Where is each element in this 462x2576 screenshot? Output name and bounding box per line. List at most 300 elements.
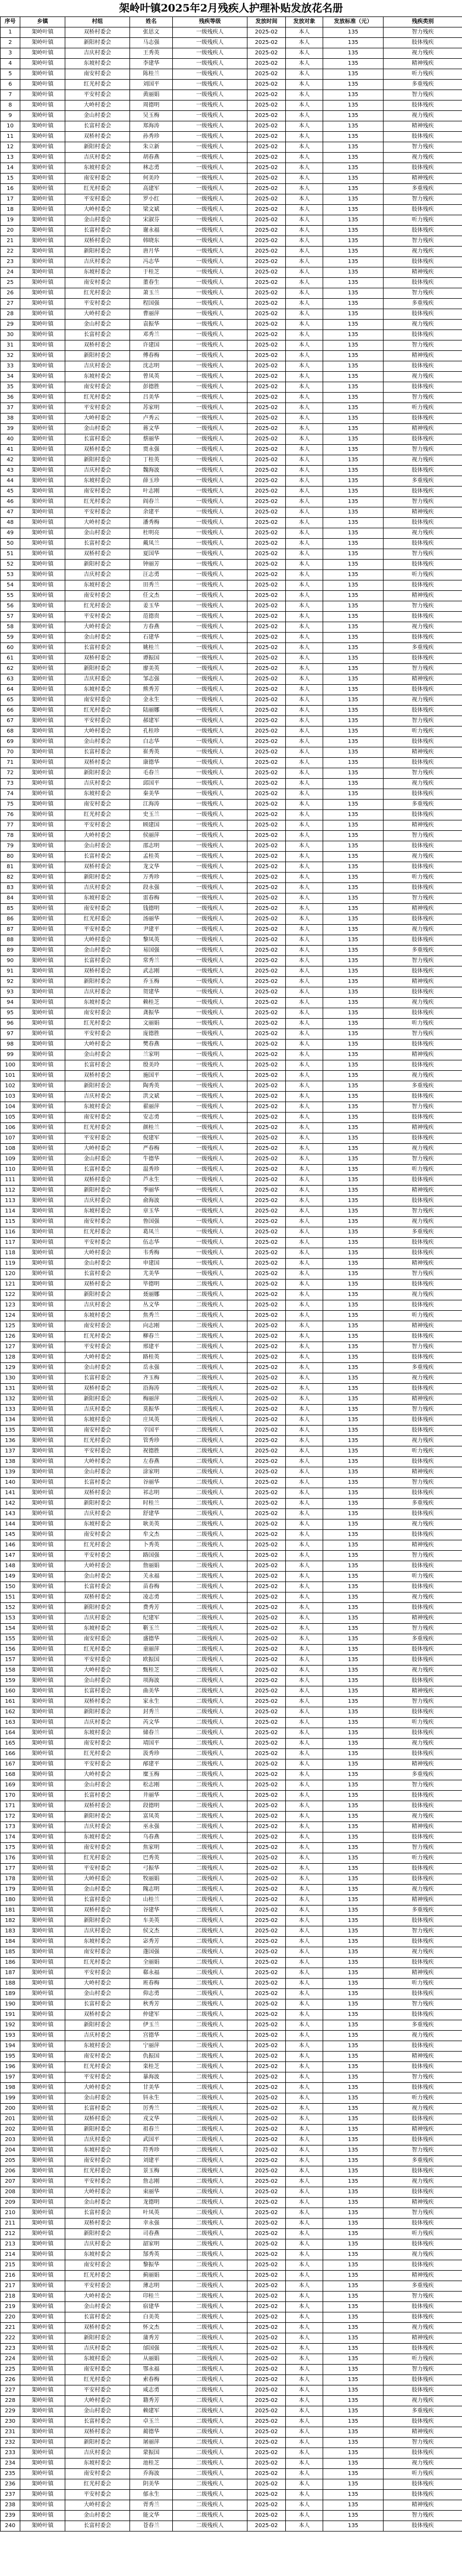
cell-date: 2025-02: [247, 2177, 286, 2187]
cell-village: 金山村委会: [65, 1989, 130, 1999]
cell-level: 二级残疾人: [173, 2031, 247, 2041]
cell-date: 2025-02: [247, 1217, 286, 1227]
cell-recipient: 本人: [286, 121, 323, 132]
cell-amount: 135: [323, 2271, 384, 2281]
cell-date: 2025-02: [247, 1968, 286, 1979]
cell-date: 2025-02: [247, 2166, 286, 2177]
cell-date: 2025-02: [247, 1885, 286, 1895]
cell-index: 238: [1, 2500, 20, 2511]
cell-amount: 135: [323, 1029, 384, 1040]
cell-recipient: 本人: [286, 758, 323, 768]
cell-amount: 135: [323, 1812, 384, 1822]
cell-level: 二级残疾人: [173, 2156, 247, 2166]
cell-date: 2025-02: [247, 174, 286, 184]
cell-recipient: 本人: [286, 914, 323, 925]
cell-township: 架岭叶镇: [20, 372, 65, 382]
cell-index: 234: [1, 2458, 20, 2469]
header-cell: 发放对象: [286, 17, 323, 27]
cell-date: 2025-02: [247, 215, 286, 226]
cell-amount: 135: [323, 1780, 384, 1791]
cell-index: 123: [1, 1300, 20, 1311]
cell-category: 肢体残疾: [384, 2239, 462, 2250]
cell-date: 2025-02: [247, 2365, 286, 2375]
cell-recipient: 本人: [286, 1843, 323, 1853]
cell-township: 架岭叶镇: [20, 2052, 65, 2062]
cell-name: 宿建华: [130, 2302, 173, 2312]
table-row: [1, 1165, 462, 1175]
cell-date: 2025-02: [247, 1394, 286, 1405]
cell-recipient: 本人: [286, 1561, 323, 1572]
cell-index: 89: [1, 946, 20, 956]
cell-village: 平安村委会: [65, 612, 130, 622]
cell-level: 一级残疾人: [173, 466, 247, 476]
cell-village: 东坡村委会: [65, 1728, 130, 1739]
cell-recipient: 本人: [286, 591, 323, 601]
cell-date: 2025-02: [247, 257, 286, 267]
cell-category: 肢体残疾: [384, 1916, 462, 1926]
cell-recipient: 本人: [286, 1874, 323, 1885]
cell-name: 马志强: [130, 38, 173, 48]
cell-township: 架岭叶镇: [20, 393, 65, 403]
cell-township: 架岭叶镇: [20, 1937, 65, 1947]
cell-village: 大岭村委会: [65, 2396, 130, 2406]
table-row: [1, 1916, 462, 1926]
cell-index: 200: [1, 2104, 20, 2114]
cell-village: 东坡村委会: [65, 2145, 130, 2156]
table-row: [1, 800, 462, 810]
cell-category: 智力残疾: [384, 956, 462, 966]
cell-category: 肢体残疾: [384, 2041, 462, 2052]
cell-index: 15: [1, 174, 20, 184]
table-row: [1, 1791, 462, 1801]
cell-village: 吉庆村委会: [65, 466, 130, 476]
cell-recipient: 本人: [286, 1227, 323, 1238]
table-row: [1, 580, 462, 591]
cell-index: 230: [1, 2417, 20, 2427]
cell-township: 架岭叶镇: [20, 2020, 65, 2031]
cell-recipient: 本人: [286, 466, 323, 476]
table-row: [1, 1572, 462, 1582]
table-row: [1, 1822, 462, 1832]
cell-index: 30: [1, 330, 20, 340]
cell-index: 163: [1, 1718, 20, 1728]
table-row: [1, 706, 462, 716]
cell-amount: 135: [323, 80, 384, 90]
cell-village: 新阳村委会: [65, 1499, 130, 1509]
cell-township: 架岭叶镇: [20, 633, 65, 643]
cell-index: 188: [1, 1979, 20, 1989]
table-row: [1, 1749, 462, 1759]
cell-name: 黄丽娟: [130, 90, 173, 100]
cell-township: 架岭叶镇: [20, 1499, 65, 1509]
cell-recipient: 本人: [286, 1248, 323, 1259]
cell-index: 153: [1, 1613, 20, 1624]
cell-category: 智力残疾: [384, 2208, 462, 2219]
cell-township: 架岭叶镇: [20, 403, 65, 413]
cell-village: 红光村委会: [65, 601, 130, 612]
cell-village: 南安村委会: [65, 2156, 130, 2166]
cell-village: 吉庆村委会: [65, 1718, 130, 1728]
cell-level: 一级残疾人: [173, 800, 247, 810]
cell-recipient: 本人: [286, 2229, 323, 2239]
cell-category: 肢体残疾: [384, 737, 462, 747]
cell-name: 叶凤英: [130, 2208, 173, 2219]
cell-category: 听力残疾: [384, 403, 462, 413]
cell-category: 肢体残疾: [384, 1175, 462, 1186]
cell-category: 肢体残疾: [384, 361, 462, 372]
cell-village: 东坡村委会: [65, 163, 130, 174]
table-row: [1, 2354, 462, 2365]
cell-township: 架岭叶镇: [20, 69, 65, 80]
cell-date: 2025-02: [247, 2083, 286, 2093]
table-row: [1, 132, 462, 142]
cell-date: 2025-02: [247, 434, 286, 445]
cell-village: 吉庆村委会: [65, 1196, 130, 1206]
table-row: [1, 2511, 462, 2521]
cell-recipient: 本人: [286, 2239, 323, 2250]
table-row: [1, 747, 462, 758]
cell-recipient: 本人: [286, 2385, 323, 2396]
cell-category: 视力残疾: [384, 779, 462, 789]
cell-township: 架岭叶镇: [20, 1060, 65, 1071]
cell-recipient: 本人: [286, 1060, 323, 1071]
cell-category: 肢体残疾: [384, 1989, 462, 1999]
cell-category: 视力残疾: [384, 247, 462, 257]
cell-category: 智力残疾: [384, 716, 462, 727]
cell-date: 2025-02: [247, 1311, 286, 1321]
cell-level: 一级残疾人: [173, 1071, 247, 1081]
cell-index: 237: [1, 2490, 20, 2500]
cell-township: 架岭叶镇: [20, 2354, 65, 2365]
cell-village: 金山村委会: [65, 1154, 130, 1165]
cell-village: 双桥村委会: [65, 966, 130, 977]
cell-level: 一级残疾人: [173, 226, 247, 236]
cell-date: 2025-02: [247, 820, 286, 831]
cell-amount: 135: [323, 247, 384, 257]
cell-level: 一级残疾人: [173, 1113, 247, 1123]
cell-category: 视力残疾: [384, 1592, 462, 1603]
table-row: [1, 789, 462, 800]
cell-category: 精神残疾: [384, 820, 462, 831]
cell-amount: 135: [323, 2031, 384, 2041]
cell-category: 视力残疾: [384, 2458, 462, 2469]
table-row: [1, 1081, 462, 1092]
cell-category: 肢体残疾: [384, 1937, 462, 1947]
cell-village: 新阳村委会: [65, 2333, 130, 2344]
cell-level: 一级残疾人: [173, 528, 247, 539]
cell-date: 2025-02: [247, 862, 286, 873]
cell-level: 二级残疾人: [173, 1467, 247, 1478]
cell-name: 江海涛: [130, 800, 173, 810]
cell-level: 一级残疾人: [173, 1133, 247, 1144]
cell-level: 一级残疾人: [173, 925, 247, 935]
cell-township: 架岭叶镇: [20, 288, 65, 299]
cell-level: 二级残疾人: [173, 2041, 247, 2052]
cell-village: 金山村委会: [65, 1885, 130, 1895]
cell-recipient: 本人: [286, 38, 323, 48]
cell-amount: 135: [323, 1123, 384, 1133]
cell-category: 肢体残疾: [384, 1008, 462, 1019]
cell-name: 管秀珍: [130, 1436, 173, 1446]
cell-recipient: 本人: [286, 1144, 323, 1154]
cell-category: 精神残疾: [384, 424, 462, 434]
cell-category: 视力残疾: [384, 925, 462, 935]
cell-village: 大岭村委会: [65, 2187, 130, 2198]
header-cell: 序号: [1, 17, 20, 27]
cell-level: 二级残疾人: [173, 2479, 247, 2490]
cell-category: 肢体残疾: [384, 2062, 462, 2072]
cell-date: 2025-02: [247, 841, 286, 852]
cell-name: 许建国: [130, 340, 173, 351]
cell-category: 肢体残疾: [384, 1415, 462, 1426]
cell-amount: 135: [323, 1050, 384, 1060]
cell-amount: 135: [323, 2093, 384, 2104]
cell-level: 一级残疾人: [173, 1092, 247, 1102]
cell-index: 154: [1, 1624, 20, 1634]
cell-index: 190: [1, 1999, 20, 2010]
cell-category: 智力残疾: [384, 288, 462, 299]
cell-recipient: 本人: [286, 727, 323, 737]
cell-village: 大岭村委会: [65, 309, 130, 320]
cell-level: 一级残疾人: [173, 883, 247, 893]
cell-category: 精神残疾: [384, 1394, 462, 1405]
cell-index: 112: [1, 1186, 20, 1196]
cell-name: 康德华: [130, 758, 173, 768]
cell-index: 21: [1, 236, 20, 247]
table-row: [1, 810, 462, 820]
cell-amount: 135: [323, 2521, 384, 2532]
cell-amount: 135: [323, 1499, 384, 1509]
table-row: [1, 1300, 462, 1311]
cell-category: 智力残疾: [384, 2292, 462, 2302]
cell-date: 2025-02: [247, 1926, 286, 1937]
cell-amount: 135: [323, 1206, 384, 1217]
cell-township: 架岭叶镇: [20, 925, 65, 935]
cell-amount: 135: [323, 1467, 384, 1478]
cell-date: 2025-02: [247, 1384, 286, 1394]
table-row: [1, 695, 462, 706]
cell-index: 24: [1, 267, 20, 278]
cell-recipient: 本人: [286, 1196, 323, 1206]
cell-recipient: 本人: [286, 1426, 323, 1436]
cell-date: 2025-02: [247, 1290, 286, 1300]
cell-village: 红光村委会: [65, 914, 130, 925]
cell-level: 一级残疾人: [173, 904, 247, 914]
cell-village: 南安村委会: [65, 800, 130, 810]
cell-level: 二级残疾人: [173, 1686, 247, 1697]
cell-category: 精神残疾: [384, 2198, 462, 2208]
cell-recipient: 本人: [286, 2250, 323, 2260]
cell-index: 143: [1, 1509, 20, 1519]
cell-amount: 135: [323, 2072, 384, 2083]
cell-recipient: 本人: [286, 789, 323, 800]
cell-category: 肢体残疾: [384, 1488, 462, 1499]
cell-township: 架岭叶镇: [20, 1822, 65, 1832]
cell-name: 谭振国: [130, 653, 173, 664]
cell-township: 架岭叶镇: [20, 518, 65, 528]
cell-village: 双桥村委会: [65, 2323, 130, 2333]
cell-township: 架岭叶镇: [20, 1384, 65, 1394]
cell-village: 大岭村委会: [65, 1561, 130, 1572]
cell-category: 视力残疾: [384, 372, 462, 382]
cell-date: 2025-02: [247, 1133, 286, 1144]
cell-category: 智力残疾: [384, 1342, 462, 1353]
table-row: [1, 1269, 462, 1279]
cell-date: 2025-02: [247, 1822, 286, 1832]
cell-index: 202: [1, 2125, 20, 2135]
cell-index: 68: [1, 727, 20, 737]
cell-index: 142: [1, 1499, 20, 1509]
cell-category: 视力残疾: [384, 48, 462, 59]
cell-amount: 135: [323, 330, 384, 340]
cell-date: 2025-02: [247, 1582, 286, 1592]
cell-category: 精神残疾: [384, 1186, 462, 1196]
cell-recipient: 本人: [286, 194, 323, 205]
cell-category: 多重残疾: [384, 800, 462, 810]
cell-recipient: 本人: [286, 1133, 323, 1144]
cell-amount: 135: [323, 946, 384, 956]
cell-level: 二级残疾人: [173, 1989, 247, 1999]
cell-index: 88: [1, 935, 20, 946]
table-row: [1, 1050, 462, 1060]
cell-amount: 135: [323, 1686, 384, 1697]
cell-level: 一级残疾人: [173, 1217, 247, 1227]
table-row: [1, 768, 462, 779]
cell-township: 架岭叶镇: [20, 2062, 65, 2072]
cell-level: 一级残疾人: [173, 987, 247, 998]
cell-recipient: 本人: [286, 1384, 323, 1394]
table-row: [1, 2438, 462, 2448]
table-row: [1, 1718, 462, 1728]
cell-name: 芦永生: [130, 1175, 173, 1186]
cell-recipient: 本人: [286, 560, 323, 570]
cell-recipient: 本人: [286, 1290, 323, 1300]
cell-recipient: 本人: [286, 1415, 323, 1426]
cell-date: 2025-02: [247, 2427, 286, 2438]
cell-index: 215: [1, 2260, 20, 2271]
cell-index: 183: [1, 1926, 20, 1937]
cell-level: 二级残疾人: [173, 1300, 247, 1311]
cell-township: 架岭叶镇: [20, 612, 65, 622]
cell-name: 邹志强: [130, 674, 173, 685]
cell-township: 架岭叶镇: [20, 2511, 65, 2521]
cell-date: 2025-02: [247, 737, 286, 747]
cell-township: 架岭叶镇: [20, 1759, 65, 1770]
cell-level: 一级残疾人: [173, 257, 247, 267]
cell-recipient: 本人: [286, 2312, 323, 2323]
cell-amount: 135: [323, 1770, 384, 1780]
cell-recipient: 本人: [286, 142, 323, 153]
cell-village: 新阳村委会: [65, 1603, 130, 1613]
cell-amount: 135: [323, 90, 384, 100]
cell-recipient: 本人: [286, 1519, 323, 1530]
cell-township: 架岭叶镇: [20, 2104, 65, 2114]
cell-index: 37: [1, 403, 20, 413]
cell-amount: 135: [323, 267, 384, 278]
cell-township: 架岭叶镇: [20, 330, 65, 340]
table-row: [1, 1519, 462, 1530]
cell-village: 红光村委会: [65, 2271, 130, 2281]
cell-township: 架岭叶镇: [20, 1019, 65, 1029]
cell-name: 曾凤英: [130, 372, 173, 382]
table-row: [1, 2312, 462, 2323]
cell-name: 齐玉梅: [130, 1373, 173, 1384]
cell-level: 一级残疾人: [173, 966, 247, 977]
cell-index: 33: [1, 361, 20, 372]
cell-recipient: 本人: [286, 1728, 323, 1739]
cell-recipient: 本人: [286, 1081, 323, 1092]
cell-name: 葛凤兰: [130, 1227, 173, 1238]
cell-recipient: 本人: [286, 424, 323, 434]
cell-township: 架岭叶镇: [20, 1259, 65, 1269]
cell-date: 2025-02: [247, 2281, 286, 2292]
cell-recipient: 本人: [286, 685, 323, 695]
cell-index: 81: [1, 862, 20, 873]
cell-amount: 135: [323, 1634, 384, 1645]
cell-recipient: 本人: [286, 2302, 323, 2312]
cell-name: 伊玉兰: [130, 2020, 173, 2031]
cell-township: 架岭叶镇: [20, 2166, 65, 2177]
cell-name: 郝建军: [130, 716, 173, 727]
cell-category: 视力残疾: [384, 111, 462, 121]
cell-category: 肢体残疾: [384, 1040, 462, 1050]
cell-name: 金永生: [130, 695, 173, 706]
cell-township: 架岭叶镇: [20, 2187, 65, 2198]
cell-township: 架岭叶镇: [20, 1718, 65, 1728]
table-row: [1, 2281, 462, 2292]
cell-recipient: 本人: [286, 2427, 323, 2438]
cell-category: 视力残疾: [384, 1739, 462, 1749]
cell-amount: 135: [323, 1853, 384, 1864]
cell-level: 一级残疾人: [173, 393, 247, 403]
cell-level: 一级残疾人: [173, 695, 247, 706]
cell-date: 2025-02: [247, 1624, 286, 1634]
cell-township: 架岭叶镇: [20, 153, 65, 163]
cell-category: 智力残疾: [384, 1102, 462, 1113]
cell-name: 乔海波: [130, 2469, 173, 2479]
cell-level: 一级残疾人: [173, 69, 247, 80]
cell-level: 一级残疾人: [173, 184, 247, 194]
cell-category: 视力残疾: [384, 1217, 462, 1227]
cell-township: 架岭叶镇: [20, 1478, 65, 1488]
table-row: [1, 956, 462, 966]
table-row: [1, 48, 462, 59]
cell-level: 二级残疾人: [173, 1926, 247, 1937]
cell-name: 蒲秀芳: [130, 2333, 173, 2344]
cell-date: 2025-02: [247, 664, 286, 674]
cell-recipient: 本人: [286, 2333, 323, 2344]
cell-category: 视力残疾: [384, 852, 462, 862]
cell-category: 视力残疾: [384, 1812, 462, 1822]
table-row: [1, 1457, 462, 1467]
cell-amount: 135: [323, 393, 384, 403]
cell-village: 长富村委会: [65, 2208, 130, 2219]
table-row: [1, 612, 462, 622]
cell-township: 架岭叶镇: [20, 1144, 65, 1154]
cell-index: 55: [1, 591, 20, 601]
cell-village: 金山村委会: [65, 424, 130, 434]
cell-date: 2025-02: [247, 2010, 286, 2020]
cell-index: 4: [1, 59, 20, 69]
cell-recipient: 本人: [286, 2365, 323, 2375]
cell-category: 肢体残疾: [384, 883, 462, 893]
cell-category: 精神残疾: [384, 904, 462, 914]
cell-category: 多重残疾: [384, 1634, 462, 1645]
table-row: [1, 1739, 462, 1749]
cell-category: 听力残疾: [384, 2469, 462, 2479]
cell-township: 架岭叶镇: [20, 361, 65, 372]
cell-village: 新阳村委会: [65, 2229, 130, 2239]
